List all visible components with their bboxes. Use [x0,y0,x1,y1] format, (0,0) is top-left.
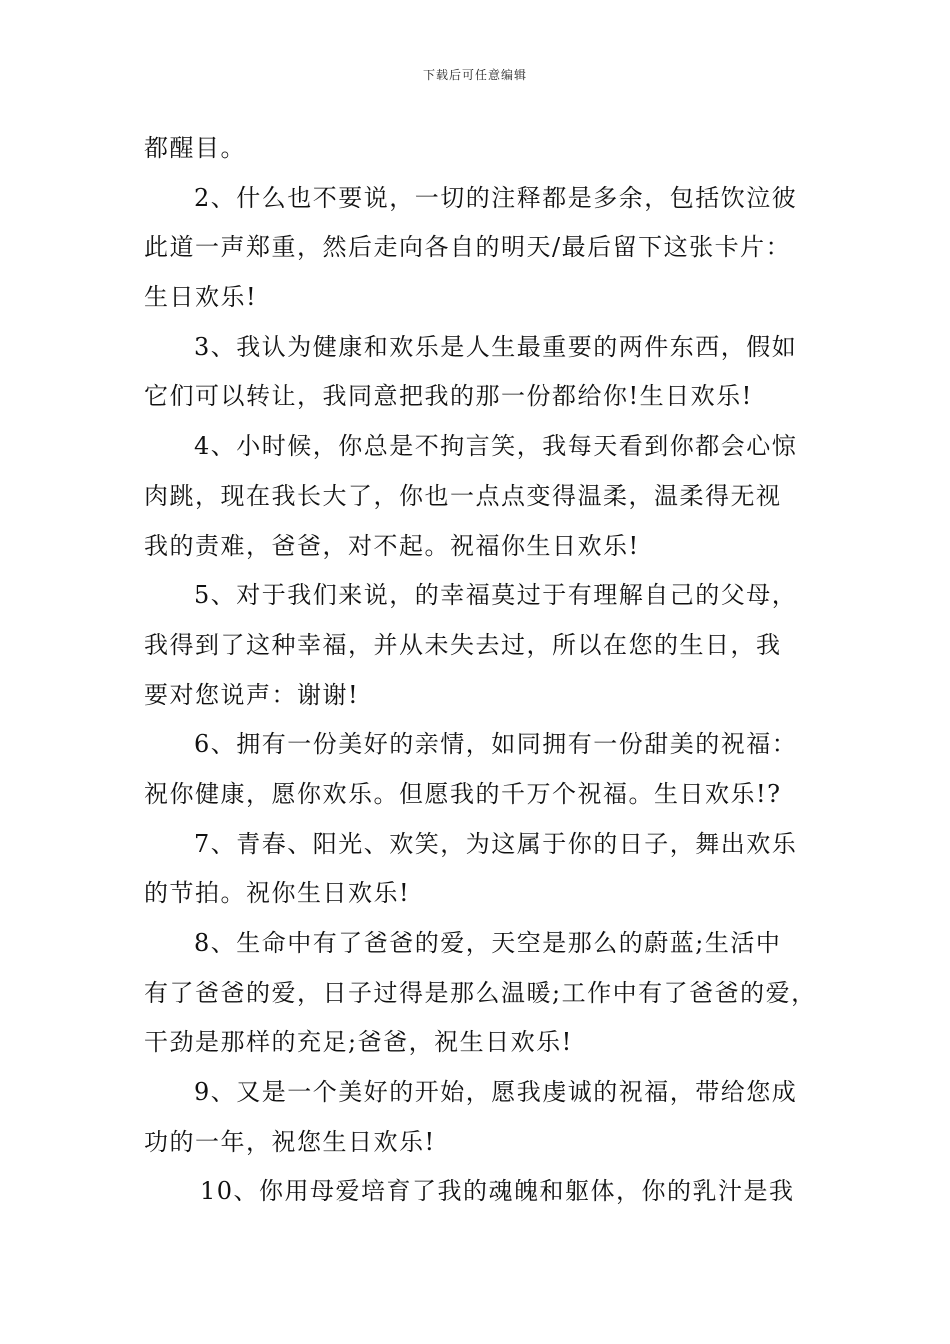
page-header: 下载后可任意编辑 [422,68,527,82]
text-line: 祝你健康，愿你欢乐。但愿我的千万个祝福。生日欢乐!? [144,779,782,808]
text-line-item-10-start: 10、你用母爱培育了我的魂魄和躯体，你的乳汁是我 [200,1177,795,1206]
text-line: 要对您说声：谢谢! [144,680,360,709]
text-line-item-2-start: 2、什么也不要说，一切的注释都是多余，包括饮泣彼 [194,183,798,212]
document-body [144,124,824,1217]
text-line-item-5-start: 5、对于我们来说，的幸福莫过于有理解自己的父母， [194,581,798,610]
text-line-item-9-start: 9、又是一个美好的开始，愿我虔诚的祝福，带给您成 [194,1078,798,1107]
text-line: 的节拍。祝你生日欢乐! [144,879,411,908]
text-line: 我的责难，爸爸，对不起。祝福你生日欢乐! [144,531,640,560]
text-line: 有了爸爸的爱，日子过得是那么温暖;工作中有了爸爸的爱， [144,978,817,1007]
text-line-item-8-start: 8、生命中有了爸爸的爱，天空是那么的蔚蓝;生活中 [194,929,782,957]
text-line: 它们可以转让，我同意把我的那一份都给你!生日欢乐! [144,382,753,411]
text-line-item-3-start: 3、我认为健康和欢乐是人生最重要的两件东西，假如 [194,332,798,361]
text-line: 干劲是那样的充足;爸爸，祝生日欢乐! [144,1028,573,1057]
text-line: 生日欢乐! [144,283,258,312]
text-line-item-4-start: 4、小时候，你总是不拘言笑，我每天看到你都会心惊 [194,432,798,461]
text-line-item-7-start: 7、青春、阳光、欢笑，为这属于你的日子，舞出欢乐 [194,829,798,858]
text-line: 都醒目。 [144,134,246,162]
text-line: 肉跳，现在我长大了，你也一点点变得温柔，温柔得无视 [144,481,782,510]
text-line: 此道一声郑重，然后走向各自的明天/最后留下这张卡片： [144,233,792,262]
text-line-item-6-start: 6、拥有一份美好的亲情，如同拥有一份甜美的祝福： [194,730,798,759]
text-line: 我得到了这种幸福，并从未失去过，所以在您的生日，我 [144,630,782,659]
text-line: 功的一年，祝您生日欢乐! [144,1127,436,1156]
